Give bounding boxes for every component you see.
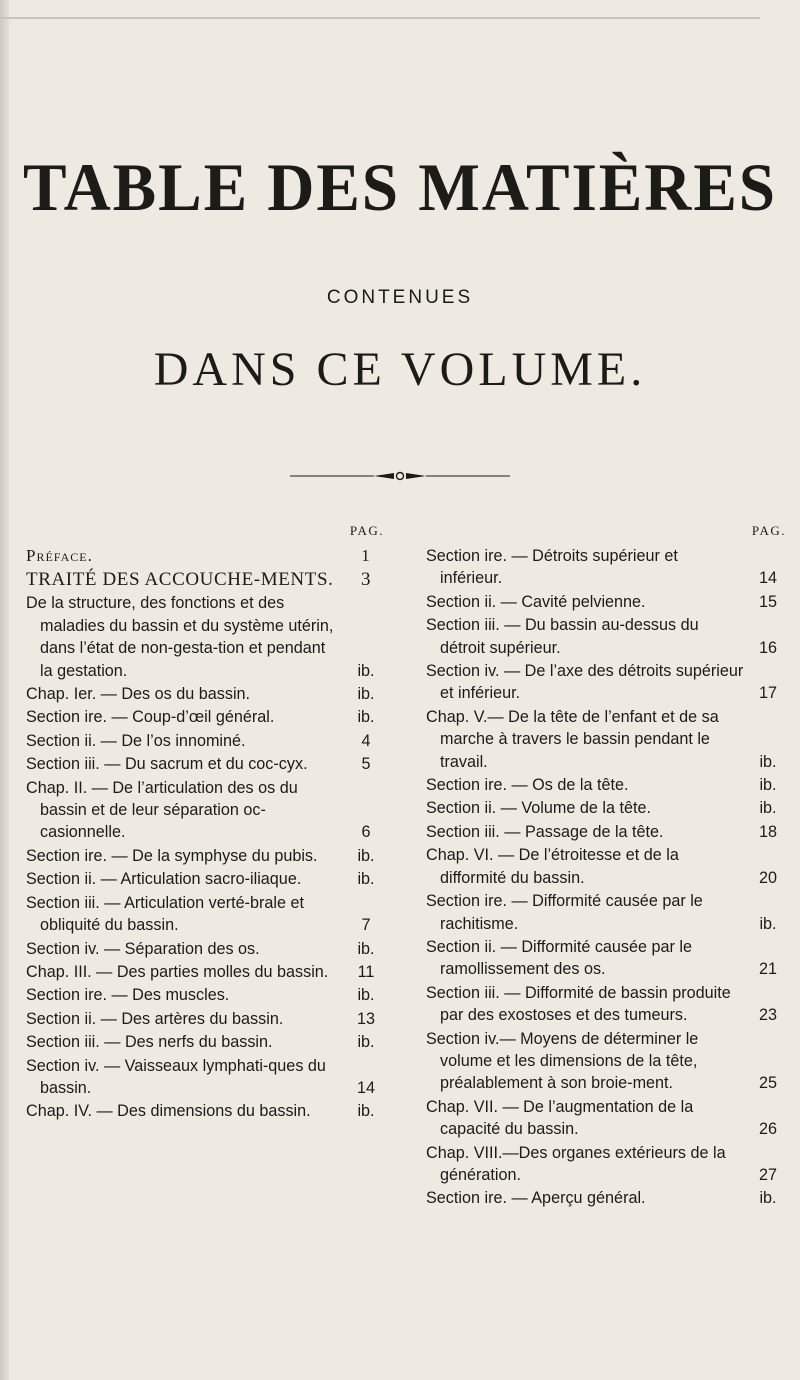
toc-entry (26, 683, 386, 705)
toc-entry-text: Chap. VIII.—Des organes extérieurs de la génération. (426, 1143, 726, 1184)
page-subtitle-2: DANS CE VOLUME. (153, 343, 647, 396)
toc-entry-text: Chap. Ier. — Des os du bassin. (26, 685, 251, 704)
toc-entry (26, 892, 386, 937)
toc-entry-page: ib. (357, 1102, 375, 1121)
toc-entry (26, 568, 386, 591)
toc-entry-text: Section iii. — Des nerfs du bassin. (26, 1033, 273, 1052)
toc-entry (26, 777, 386, 844)
toc-entry (26, 984, 386, 1006)
toc-entry (426, 706, 788, 773)
toc-entry (26, 938, 386, 960)
toc-entry-page: 5 (361, 755, 371, 774)
toc-entry-page: 26 (758, 1120, 777, 1139)
toc-entry-text: Chap. III. — Des parties molles du bassin. (26, 962, 329, 981)
toc-list-right (426, 545, 788, 1210)
toc-entry-page: 14 (356, 1078, 375, 1097)
toc-list-left (26, 545, 386, 1123)
toc-entry-page: ib. (357, 870, 375, 889)
toc-entry-text: Section ire. — Difformité causée par le rachitisme. (426, 892, 703, 933)
toc-entry-page: 27 (758, 1165, 777, 1184)
toc-entry (26, 868, 386, 890)
toc-entry (426, 890, 788, 935)
toc-entry (426, 660, 788, 705)
toc-entry-text: Section ire. — Des muscles. (26, 986, 230, 1005)
toc-entry-page: 13 (356, 1009, 375, 1028)
toc-entry-page: ib. (759, 776, 777, 795)
toc-entry-page: ib. (357, 939, 375, 958)
toc-entry-text: Section ii. — Volume de la tête. (426, 799, 651, 818)
toc-entry-page: 16 (758, 638, 777, 657)
toc-entry-text: Section iii. — Du sacrum et du coc-cyx. (26, 755, 308, 774)
toc-entry (426, 1028, 788, 1095)
toc-column-right (426, 523, 788, 1211)
toc-entry-page: ib. (357, 1033, 375, 1052)
page-subtitle: CONTENUES (326, 287, 474, 308)
toc-entry (426, 614, 788, 659)
toc-entry-text: Section ii. — Articulation sacro-iliaque. (26, 870, 302, 889)
toc-entry-text: Section ire. — Os de la tête. (426, 776, 629, 795)
toc-entry-page: 7 (361, 916, 371, 935)
toc-entry (26, 753, 386, 775)
toc-entry-text: Section ii. — Cavité pelvienne. (426, 592, 646, 611)
toc-entry-text: Section iv.— Moyens de déterminer le volume et les dimensions de la tête, préalablement à son broie-ment. (426, 1029, 699, 1093)
toc-entry (426, 1096, 788, 1141)
toc-entry-text: Section iv. — Séparation des os. (26, 939, 260, 958)
toc-entry-text: Chap. VI. — De l’étroitesse et de la difformité du bassin. (426, 846, 679, 887)
toc-entry-text: Section ire. — Aperçu général. (426, 1189, 646, 1208)
toc-entry-page: ib. (759, 914, 777, 933)
toc-entry (426, 982, 788, 1027)
toc-entry (426, 797, 788, 819)
toc-entry-page: ib. (759, 752, 777, 771)
toc-entry (26, 545, 386, 567)
toc-entry-page: 4 (361, 731, 371, 750)
toc-entry-text: Section ire. — De la symphyse du pubis. (26, 846, 318, 865)
toc-entry-text: Section ire. — Coup-d’œil général. (26, 708, 275, 727)
toc-entry (26, 1055, 386, 1100)
toc-entry-text: Section ii. — Difformité causée par le ramollissement des os. (426, 937, 693, 979)
toc-entry-text: Section iii. — Passage de la tête. (426, 822, 664, 841)
toc-entry-text: De la structure, des fonctions et des maladies du bassin et du système utérin, dans l’état de non-gesta-tion et pendant la gestation. (26, 594, 334, 680)
toc-entry-text: Section ii. — De l’os innominé. (26, 731, 246, 750)
toc-entry (26, 730, 386, 752)
toc-entry-page: ib. (357, 661, 375, 680)
toc-entry (426, 1187, 788, 1209)
toc-entry (26, 845, 386, 867)
page-title: TABLE DES MATIÈRES (22, 149, 778, 225)
toc-entry (26, 1008, 386, 1030)
toc-entry (26, 961, 386, 983)
toc-entry-page: ib. (357, 685, 375, 704)
toc-entry (426, 591, 788, 613)
toc-entry-text: Section iii. — Articulation verté-brale et obliquité du bassin. (26, 893, 305, 935)
toc-entry (426, 545, 788, 590)
toc-entry (426, 774, 788, 796)
toc-entry-text: Section iv. — Vaisseaux lymphati-ques du bassin. (26, 1056, 326, 1097)
toc-entry-page: ib. (357, 846, 375, 865)
toc-entry (426, 821, 788, 843)
toc-entry-text: TRAITÉ DES ACCOUCHE-MENTS. (26, 569, 334, 591)
toc-entry-page: ib. (759, 1189, 777, 1208)
toc-entry-text: Chap. II. — De l’articulation des os du bassin et de leur séparation oc-casionnelle. (26, 778, 298, 842)
toc-entry-text: Section ii. — Des artères du bassin. (26, 1009, 284, 1028)
top-rule (0, 17, 760, 19)
toc-entry-page: 1 (361, 546, 371, 565)
toc-entry (26, 1100, 386, 1122)
toc-entry-page: 14 (758, 569, 777, 588)
toc-entry (26, 706, 386, 728)
toc-entry-text: Chap. V.— De la tête de l’enfant et de sa marche à travers le bassin pendant le travail. (426, 707, 719, 771)
toc-entry (426, 844, 788, 889)
toc-entry-page: 17 (758, 684, 777, 703)
page-column-header: PAG. (751, 523, 786, 538)
toc-entry-page: 3 (360, 569, 372, 591)
toc-entry-page: 21 (758, 960, 777, 979)
toc-entry-page: 23 (758, 1006, 777, 1025)
toc-entry-page: ib. (759, 799, 777, 818)
toc-entry (26, 1031, 386, 1053)
toc-entry (426, 936, 788, 981)
page-edge (0, 0, 9, 1380)
toc-entry-text: Section iii. — Du bassin au-dessus du détroit supérieur. (426, 616, 699, 657)
toc-entry-text: Section iv. — De l’axe des détroits supérieur et inférieur. (426, 662, 744, 703)
toc-entry-page: 18 (758, 822, 777, 841)
toc-entry-page: 15 (758, 592, 777, 611)
toc-entry (26, 592, 386, 682)
toc-entry-text: Chap. IV. — Des dimensions du bassin. (26, 1102, 311, 1121)
toc-entry-page: 20 (758, 868, 777, 887)
toc-entry-page: ib. (357, 986, 375, 1005)
toc-entry-page: 6 (361, 823, 371, 842)
toc-entry-text: Section ire. — Détroits supérieur et inférieur. (426, 547, 678, 588)
toc-column-left (26, 523, 386, 1124)
toc-entry-page: ib. (357, 708, 375, 727)
toc-entry-page: 11 (357, 962, 375, 981)
toc-entry-page: 25 (758, 1074, 777, 1093)
ornament-divider (290, 470, 510, 482)
page-column-header: PAG. (349, 523, 384, 538)
toc-entry-text: Préface. (26, 546, 93, 565)
toc-entry-text: Section iii. — Difformité de bassin produite par des exostoses et des tumeurs. (426, 983, 731, 1025)
toc-entry-text: Chap. VII. — De l’augmentation de la capacité du bassin. (426, 1097, 694, 1139)
toc-entry (426, 1142, 788, 1187)
